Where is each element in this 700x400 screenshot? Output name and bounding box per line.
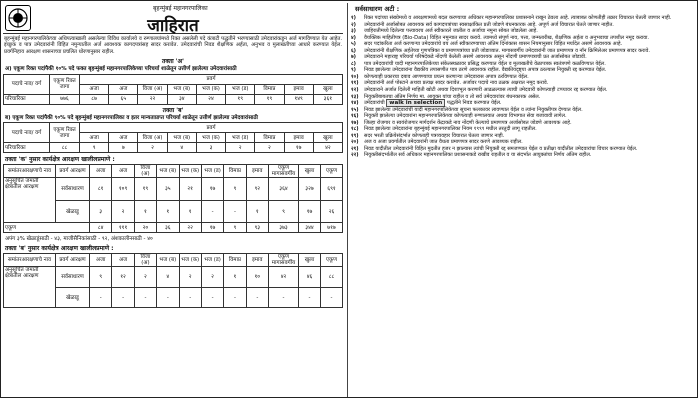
condition-item: [351, 100, 697, 106]
value-cell: २: [226, 143, 255, 153]
value-cell: ८७: [80, 94, 109, 104]
value-cell: २६: [321, 200, 343, 223]
condition-text: नियुक्ती झालेल्या उमेदवारांना महानगरपालिकेच्या कोणत्याही रुग्णालयात अथवा विभागात सेवा बजावावी लागेल.: [364, 113, 567, 120]
category-header: विमाप्र: [255, 133, 284, 143]
condition-number: २२): [351, 152, 359, 159]
col-header: एकूण: [321, 165, 343, 178]
col-header: विमाप्र: [224, 165, 246, 178]
category-header: अज: [109, 84, 138, 94]
condition-item: [351, 133, 697, 139]
condition-number: १६): [351, 113, 359, 120]
total-row: [4, 223, 343, 233]
col-total: एकूण रिक्त जागा: [50, 123, 80, 143]
col-category: प्रवर्ग: [80, 123, 343, 133]
value-cell: १९: [226, 94, 255, 104]
condition-text: निवड झालेल्या उमेदवारांची यादी महानगरपालिकेच्या सूचना फलकावर लावण्यात येईल व त्यांना नियुक्तीपत्र देण्यात येईल.: [364, 106, 583, 113]
post-name: परिचारिका: [4, 94, 50, 104]
condition-text: उमेदवारांची walk in selection पद्धतीने निवड करण्यात येईल.: [364, 100, 502, 107]
condition-item: [351, 87, 697, 93]
value-cell: २२: [138, 94, 167, 104]
category-header: अजा: [80, 133, 109, 143]
col-header: भज (क): [179, 165, 201, 178]
category-header: इमाव: [284, 133, 313, 143]
category-header: खुला: [313, 133, 342, 143]
condition-item: [351, 22, 697, 28]
condition-item: [351, 41, 697, 47]
condition-number: ७): [351, 54, 356, 61]
total-cell: ३४४: [299, 223, 321, 233]
col-header: भज (क): [179, 254, 201, 267]
value-cell: २१: [179, 178, 201, 201]
section-b-heading: ब) एकूण रिक्त पदांपैकी ९०% पदे बृहन्मुंबई महानगरपालिका व इतर मान्यताप्राप्त परिचर्या शाळेतून उत्तीर्ण झालेल्या उमेदवारांसाठी: [5, 114, 258, 121]
reservation-type: खेळाडू: [56, 287, 90, 308]
col-total: एकूण रिक्त जागा: [50, 74, 80, 94]
highlighted-text: walk in selection: [386, 99, 445, 107]
value-cell: १: [224, 267, 246, 288]
reservation-name: अनुसूचित जमाती क्षेत्रातील आरक्षण: [4, 178, 56, 223]
conditions-title: सर्वसाधारण अटी :: [355, 5, 400, 13]
table-c: [3, 164, 343, 233]
total-cell: ८४: [90, 223, 112, 233]
condition-number: २०): [351, 139, 359, 146]
section-d-heading: तक्ता 'ब' नुसार कार्यक्षेत्र आरक्षण खालीलप्रमाणे :: [5, 245, 114, 253]
category-header: विजा (अ): [138, 133, 167, 143]
condition-item: [351, 107, 697, 113]
value-cell: ८१: [90, 178, 112, 201]
condition-text: निवड झालेल्या उमेदवारांना बृहन्मुंबई महानगरपालिका नियम १९९९ मधील तरतुदी लागू राहतील.: [364, 126, 537, 133]
category-header: अज: [109, 133, 138, 143]
category-header: भज (ब): [167, 84, 196, 94]
condition-text: जिल्हा रोजगार व स्वयंरोजगार मार्गदर्शन केंद्राकडे नाव नोंदणी केल्याचे प्रमाणपत्र अर्जासोबत जोडणे आवश्यक आहे.: [364, 119, 572, 126]
value-cell: १७: [299, 200, 321, 223]
left-column: [3, 3, 343, 397]
section-c-heading: तक्ता 'क' नुसार कार्यक्षेत्र आरक्षण खालीलप्रमाणे :: [5, 156, 115, 164]
value-cell: -: [224, 200, 246, 223]
col-category: प्रवर्ग: [80, 74, 343, 84]
value-cell: १०९: [112, 178, 134, 201]
value-cell: -: [179, 287, 201, 308]
condition-text: कोणत्याही प्रकारचा दबाव आणण्याचा प्रयत्न करणाऱ्या उमेदवारास अपात्र ठरविण्यात येईल.: [364, 73, 529, 80]
value-cell: -: [201, 200, 223, 223]
reservation-type: सर्वसाधारण: [56, 267, 90, 288]
condition-item: [351, 152, 697, 158]
value-cell: ३: [196, 143, 225, 153]
condition-item: [351, 61, 697, 67]
condition-item: [351, 139, 697, 145]
category-header: अजा: [80, 84, 109, 94]
value-cell: ३६४: [269, 178, 299, 201]
category-header: भज (ड): [226, 133, 255, 143]
condition-item: [351, 48, 697, 54]
col-header: एकूण मागासवर्गीय: [269, 254, 299, 267]
value-cell: -: [246, 287, 268, 308]
col-header: समांतरआरक्षणाचे नाव: [4, 254, 56, 267]
total-cell: ८८: [50, 143, 80, 153]
value-cell: ३४: [167, 94, 196, 104]
condition-text: अज व अजा प्रवर्गातील उमेदवारांनी जात वैधता प्रमाणपत्र सादर करणे आवश्यक राहील.: [364, 139, 523, 146]
col-header: अज: [112, 254, 134, 267]
condition-text: वैयक्तिक माहितीपत्र (Bio-Data) विहित नमुन्यात सादर करावे. त्यामध्ये संपूर्ण नाव, पत्ता, जन्मतारीख, शैक्षणिक अर्हता व अनुभवाचा तपशील नमूद करावा.: [364, 34, 650, 41]
value-cell: ३२७: [299, 178, 321, 201]
condition-number: १८): [351, 126, 359, 133]
condition-text: सदर पदांकरिता अर्ज करणाऱ्या उमेदवारांचे वय अर्ज स्वीकारण्याच्या अंतिम दिनांकास शासन नियमानुसार विहित मर्यादेत असणे आवश्यक आहे.: [364, 41, 623, 48]
section-a-label: तक्ता 'अ': [162, 58, 184, 66]
col-header: भज (ड): [201, 165, 223, 178]
reservation-type: खेळाडू: [56, 200, 90, 223]
condition-item: [351, 126, 697, 132]
value-cell: १७: [284, 143, 313, 153]
category-header: विमाप्र: [255, 84, 284, 94]
value-cell: १९: [255, 94, 284, 104]
value-cell: ४: [157, 267, 179, 288]
category-header: भज (क): [196, 133, 225, 143]
value-cell: ६५: [109, 94, 138, 104]
table-b: [3, 122, 343, 153]
col-header: प्रवर्ग आरक्षण: [56, 165, 90, 178]
col-header: खुला: [299, 254, 321, 267]
value-cell: ८८: [321, 267, 343, 288]
value-cell: १: [157, 200, 179, 223]
condition-number: ११): [351, 80, 359, 87]
conditions-list: [351, 15, 697, 159]
value-cell: -: [299, 287, 321, 308]
col-header: खुला: [299, 165, 321, 178]
condition-number: ९): [351, 67, 356, 74]
condition-item: [351, 67, 697, 73]
condition-number: १२): [351, 87, 359, 94]
col-header: भज (ड): [201, 254, 223, 267]
value-cell: ३६१: [313, 94, 342, 104]
value-cell: -: [201, 287, 223, 308]
table-d: [3, 253, 343, 308]
condition-number: २१): [351, 145, 359, 152]
category-header: विजा (अ): [138, 84, 167, 94]
col-header: एकूण: [321, 254, 343, 267]
condition-number: १३): [351, 93, 359, 100]
category-header: भज (ड): [226, 84, 255, 94]
value-cell: २: [255, 143, 284, 153]
value-cell: २: [112, 200, 134, 223]
value-cell: -: [321, 287, 343, 308]
total-cell: ३७३: [269, 223, 299, 233]
table-row: [4, 178, 343, 201]
page-title: जाहिरात: [147, 16, 199, 36]
col-header: विमाप्र: [224, 254, 246, 267]
condition-text: रिक्त पदांच्या संख्येमध्ये व आरक्षणामध्ये बदल करण्याचा अधिकार महानगरपालिका प्रशासनाने राखून ठेवला आहे. त्याबाबत कोणतीही तक्रार विचारात घेतली जाणार नाही.: [364, 15, 672, 21]
total-cell: ९३: [246, 223, 268, 233]
table-row: [4, 94, 343, 104]
col-header: अजा: [90, 254, 112, 267]
right-column: [347, 3, 697, 397]
col-header: विजा (अ): [134, 165, 156, 178]
value-cell: १७: [201, 178, 223, 201]
condition-text: निवड यादीतील उमेदवारांनी विहित मुदतीत हजर न झाल्यास त्यांची नियुक्ती रद्द समजण्यात येईल व प्रतीक्षा यादीतील उमेदवारांचा विचार करण्यात येईल.: [364, 145, 638, 152]
condition-item: [351, 54, 697, 60]
condition-text: उमेदवारांनी शैक्षणिक अर्हतेच्या गुणपत्रिका व प्रमाणपत्रांच्या प्रती जोडाव्यात. मागासवर्गीय उमेदवारांनी जात प्रमाणपत्र व नॉन क्रिमिलेअर प्रमाणपत्र सादर करावे.: [364, 47, 650, 54]
condition-number: २): [351, 21, 356, 28]
total-cell: ३६: [157, 223, 179, 233]
condition-item: [351, 35, 697, 41]
value-cell: २४: [196, 94, 225, 104]
value-cell: १२: [112, 267, 134, 288]
table-row: [4, 143, 343, 153]
value-cell: -: [134, 287, 156, 308]
condition-text: जाहिरातीमध्ये दिलेल्या पत्त्यावरच अर्ज स्वीकारले जातील व अर्जाचा नमुना सोबत जोडलेला आहे.: [364, 28, 538, 35]
value-cell: -: [90, 287, 112, 308]
value-cell: १०: [246, 267, 268, 288]
col-header: प्रवर्ग आरक्षण: [56, 254, 90, 267]
section-b-label: तक्ता 'ब': [162, 106, 184, 114]
value-cell: ४: [167, 143, 196, 153]
table-a: [3, 74, 343, 105]
reservation-name: अनुसूचित जमाती क्षेत्रातील आरक्षण: [4, 267, 56, 308]
value-cell: -: [112, 287, 134, 308]
condition-number: ५): [351, 41, 356, 48]
total-cell: २२: [179, 223, 201, 233]
col-post: पदाचे नाव/ वर्ग: [4, 74, 50, 94]
value-cell: २: [179, 267, 201, 288]
value-cell: ९: [224, 178, 246, 201]
condition-number: १५): [351, 106, 359, 113]
condition-text: उमेदवारांनी अर्जासोबत आवश्यक सर्व कागदपत्रांच्या स्वसाक्षांकित प्रती जोडणे बंधनकारक आहे. अपूर्ण अर्ज विचारात घेतले जाणार नाहीत.: [364, 21, 614, 28]
value-cell: ९२: [246, 178, 268, 201]
value-cell: ४२: [269, 267, 299, 288]
condition-item: [351, 80, 697, 86]
condition-number: ४): [351, 34, 356, 41]
condition-item: [351, 28, 697, 34]
condition-text: पात्र उमेदवारांची यादी महानगरपालिकेच्या संकेतस्थळावर प्रसिद्ध करण्यात येईल व मुलाखतीचे वेळापत्रक स्वतंत्रपणे कळविण्यात येईल.: [364, 60, 606, 67]
value-cell: १४९: [284, 94, 313, 104]
total-cell: २०: [134, 223, 156, 233]
total-cell: १११: [112, 223, 134, 233]
reservation-type: सर्वसाधारण: [56, 178, 90, 201]
section-a-heading: अ) एकूण रिक्त पदांपैकी १०% पदे फक्त बृहन्मुंबई महानगरपालिकेच्या परिचर्या शाळेतून उत्तीर्ण झालेल्या उमेदवारांसाठी: [5, 66, 237, 73]
value-cell: ३५: [157, 178, 179, 201]
value-cell: ९: [269, 200, 299, 223]
total-cell: ७७६: [50, 94, 80, 104]
col-header: विजा (अ): [134, 254, 156, 267]
condition-number: १४): [351, 100, 359, 107]
condition-text: सदर भरती प्रक्रियेसंदर्भात कोणताही पत्रव्यवहार विचारात घेतला जाणार नाही.: [364, 132, 505, 139]
col-header: इमाव: [246, 165, 268, 178]
org-name: बृहन्मुंबई महानगरपालिका: [153, 5, 208, 12]
value-cell: २: [138, 143, 167, 153]
value-cell: १९: [134, 178, 156, 201]
category-header: भज (ब): [167, 133, 196, 143]
condition-text: उमेदवारांनी अर्ज पोस्टाने अथवा प्रत्यक्ष सादर करावेत. अर्जावर पदाचे नाव ठळक अक्षरात नमूद करावे.: [364, 80, 549, 87]
value-cell: २: [134, 267, 156, 288]
section-c-footnote: अपंग ३% खेळाडूंसाठी - ४३, माजीसैनिकांसाठी - ९२, अंशकालीनसाठी - ४०: [5, 236, 153, 243]
col-header: समांतरआरक्षणाचे नाव: [4, 165, 56, 178]
value-cell: २: [201, 267, 223, 288]
category-header: खुला: [313, 84, 342, 94]
total-cell: ९: [224, 223, 246, 233]
condition-item: [351, 120, 697, 126]
condition-number: १९): [351, 132, 359, 139]
value-cell: ६९१: [321, 178, 343, 201]
post-name: परिचारिका: [4, 143, 50, 153]
value-cell: ९: [80, 143, 109, 153]
condition-number: ८): [351, 60, 356, 67]
value-cell: १: [134, 200, 156, 223]
condition-text: निवड झालेल्या उमेदवारांना वैद्यकीय तपासणीत पात्र ठरणे आवश्यक राहील. वैद्यकीयदृष्ट्या अपात्र ठरल्यास नियुक्ती रद्द करण्यात येईल.: [364, 67, 607, 74]
value-cell: ९: [90, 267, 112, 288]
header: [3, 3, 343, 34]
condition-number: १७): [351, 119, 359, 126]
condition-text: उमेदवाराने अर्जात दिलेली माहिती खोटी अथवा दिशाभूल करणारी आढळल्यास त्याची उमेदवारी कोणत्याही टप्प्यावर रद्द करण्यात येईल.: [364, 87, 608, 94]
condition-text: उमेदवाराने महाराष्ट्र परिचर्या परिषदेकडे नोंदणी केलेली असणे आवश्यक असून नोंदणी प्रमाणपत्राची प्रत अर्जासोबत जोडावी.: [364, 54, 587, 61]
col-header: अजा: [90, 165, 112, 178]
value-cell: -: [157, 287, 179, 308]
category-header: भज (क): [196, 84, 225, 94]
value-cell: -: [224, 287, 246, 308]
col-header: भज (ब): [157, 254, 179, 267]
condition-item: [351, 15, 697, 21]
value-cell: ७: [109, 143, 138, 153]
category-header: इमाव: [284, 84, 313, 94]
condition-text: नियुक्तीबाबतचा अंतिम निर्णय मा. आयुक्त यांचा राहील व तो सर्व उमेदवारांवर बंधनकारक असेल.: [364, 93, 541, 100]
total-cell: ७१७: [321, 223, 343, 233]
condition-item: [351, 113, 697, 119]
condition-number: ३): [351, 28, 356, 35]
total-cell: १७: [201, 223, 223, 233]
col-header: भज (ब): [157, 165, 179, 178]
condition-number: १): [351, 15, 356, 21]
col-header: इमाव: [246, 254, 268, 267]
total-label: एकूण: [4, 223, 90, 233]
intro-paragraph: बृहन्मुंबई महानगरपालिकेच्या अधिपत्याखाली असलेल्या विविध कार्यालये व रुग्णालयांमध्ये रिक्त असलेली पदे कंत्राटी पद्धतीने भरण्यासाठी उमेदवारांकडून अर्ज मागविण्यात येत आहेत. इच्छुक व पात्र उमेदवारांनी विहित नमुन्यातील अर्ज आवश्यक कागदपत्रांसह सादर करावेत. उमेदवारांची निवड शैक्षणिक अर्हता, अनुभव व मुलाखतीच्या आधारे करण्यात येईल. प्रवर्गनिहाय आरक्षण शासनाच्या प्रचलित धोरणानुसार राहील.: [4, 36, 342, 55]
value-cell: १: [179, 200, 201, 223]
value-cell: ३: [90, 200, 112, 223]
col-header: अज: [112, 165, 134, 178]
value-cell: १: [246, 200, 268, 223]
value-cell: ४२: [313, 143, 342, 153]
condition-number: १०): [351, 73, 359, 80]
value-cell: ४६: [299, 267, 321, 288]
col-header: एकूण मागासवर्गीय: [269, 165, 299, 178]
value-cell: -: [269, 287, 299, 308]
condition-text: नियुक्तीसंदर्भातील सर्व अधिकार महानगरपालिका प्रशासनाकडे राखीव राहतील व या संदर्भात आयुक्तांचा निर्णय अंतिम राहील.: [364, 152, 592, 159]
table-row: [4, 267, 343, 288]
col-post: पदाचे नाव/ वर्ग: [4, 123, 50, 143]
condition-number: ६): [351, 47, 356, 54]
